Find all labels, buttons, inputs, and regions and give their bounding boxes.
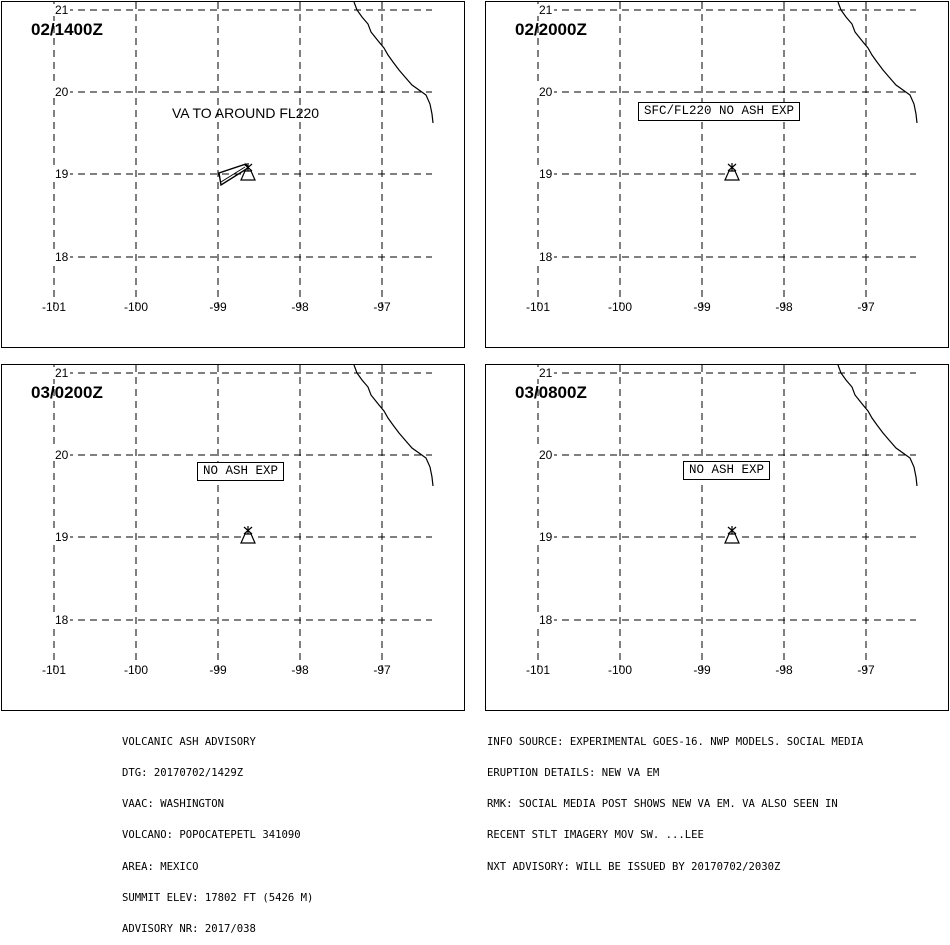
latitude-label: 20 bbox=[539, 448, 553, 462]
latitude-label: 18 bbox=[55, 613, 69, 627]
advisory-line: SUMMIT ELEV: 17802 FT (5426 M) bbox=[122, 891, 314, 904]
latitude-label: 21 bbox=[539, 3, 553, 17]
latitude-label: 18 bbox=[539, 613, 553, 627]
volcano-icon bbox=[241, 526, 255, 543]
latitude-label: 18 bbox=[539, 250, 553, 264]
latitude-label: 18 bbox=[55, 250, 69, 264]
longitude-label: -99 bbox=[209, 663, 227, 677]
ash-note: VA TO AROUND FL220 bbox=[172, 105, 320, 121]
latitude-label: 19 bbox=[55, 530, 69, 544]
forecast-panel-4 bbox=[485, 364, 949, 711]
forecast-panel-1 bbox=[1, 1, 465, 348]
advisory-line: RECENT STLT IMAGERY MOV SW. ...LEE bbox=[487, 829, 704, 842]
longitude-label: -100 bbox=[123, 663, 149, 677]
map-canvas bbox=[486, 365, 950, 712]
ash-note-box: SFC/FL220 NO ASH EXP bbox=[638, 102, 800, 121]
panel-time-label: 02/2000Z bbox=[515, 20, 587, 39]
longitude-label: -98 bbox=[291, 300, 309, 314]
longitude-label: -101 bbox=[525, 663, 551, 677]
panel-time-label: 03/0200Z bbox=[31, 383, 103, 402]
volcano-icon bbox=[725, 163, 739, 180]
advisory-left bbox=[122, 716, 313, 945]
advisory-line: INFO SOURCE: EXPERIMENTAL GOES-16. NWP MODELS. SOCIAL MEDIA bbox=[487, 735, 864, 748]
advisory-line: ADVISORY NR: 2017/038 bbox=[122, 923, 256, 936]
forecast-panel-2 bbox=[485, 1, 949, 348]
longitude-label: -101 bbox=[41, 663, 67, 677]
advisory-line: VOLCANIC ASH ADVISORY bbox=[122, 735, 256, 748]
coastline bbox=[838, 365, 917, 486]
panel-time-label: 02/1400Z bbox=[31, 20, 103, 39]
map-canvas bbox=[486, 2, 950, 349]
ash-note-box: NO ASH EXP bbox=[683, 461, 770, 480]
longitude-label: -98 bbox=[775, 300, 793, 314]
longitude-label: -100 bbox=[607, 300, 633, 314]
longitude-label: -99 bbox=[693, 663, 711, 677]
longitude-label: -100 bbox=[123, 300, 149, 314]
latitude-label: 21 bbox=[539, 366, 553, 380]
coastline bbox=[354, 2, 433, 123]
longitude-label: -100 bbox=[607, 663, 633, 677]
ash-note-box: NO ASH EXP bbox=[197, 462, 284, 481]
longitude-label: -99 bbox=[209, 300, 227, 314]
latitude-label: 21 bbox=[55, 366, 69, 380]
volcano-icon bbox=[725, 526, 739, 543]
advisory-line: VAAC: WASHINGTON bbox=[122, 798, 225, 811]
longitude-label: -97 bbox=[857, 300, 875, 314]
advisory-line: AREA: MEXICO bbox=[122, 860, 199, 873]
longitude-label: -97 bbox=[373, 300, 391, 314]
panel-time-label: 03/0800Z bbox=[515, 383, 587, 402]
longitude-label: -101 bbox=[41, 300, 67, 314]
advisory-line: RMK: SOCIAL MEDIA POST SHOWS NEW VA EM. VA ALSO SEEN IN bbox=[487, 798, 838, 811]
latitude-label: 19 bbox=[539, 167, 553, 181]
coastline bbox=[354, 365, 433, 486]
advisory-line: DTG: 20170702/1429Z bbox=[122, 767, 244, 780]
map-canvas bbox=[2, 365, 466, 712]
latitude-label: 20 bbox=[55, 85, 69, 99]
advisory-line: VOLCANO: POPOCATEPETL 341090 bbox=[122, 829, 301, 842]
latitude-label: 19 bbox=[55, 167, 69, 181]
longitude-label: -99 bbox=[693, 300, 711, 314]
longitude-label: -98 bbox=[775, 663, 793, 677]
advisory-line: ERUPTION DETAILS: NEW VA EM bbox=[487, 767, 660, 780]
latitude-label: 20 bbox=[55, 448, 69, 462]
latitude-label: 19 bbox=[539, 530, 553, 544]
longitude-label: -97 bbox=[857, 663, 875, 677]
latitude-label: 21 bbox=[55, 3, 69, 17]
advisory-right bbox=[487, 716, 863, 883]
longitude-label: -98 bbox=[291, 663, 309, 677]
coastline bbox=[838, 2, 917, 123]
advisory-line: NXT ADVISORY: WILL BE ISSUED BY 20170702/2030Z bbox=[487, 860, 781, 873]
longitude-label: -101 bbox=[525, 300, 551, 314]
latitude-label: 20 bbox=[539, 85, 553, 99]
forecast-panel-3 bbox=[1, 364, 465, 711]
map-canvas bbox=[2, 2, 466, 349]
longitude-label: -97 bbox=[373, 663, 391, 677]
